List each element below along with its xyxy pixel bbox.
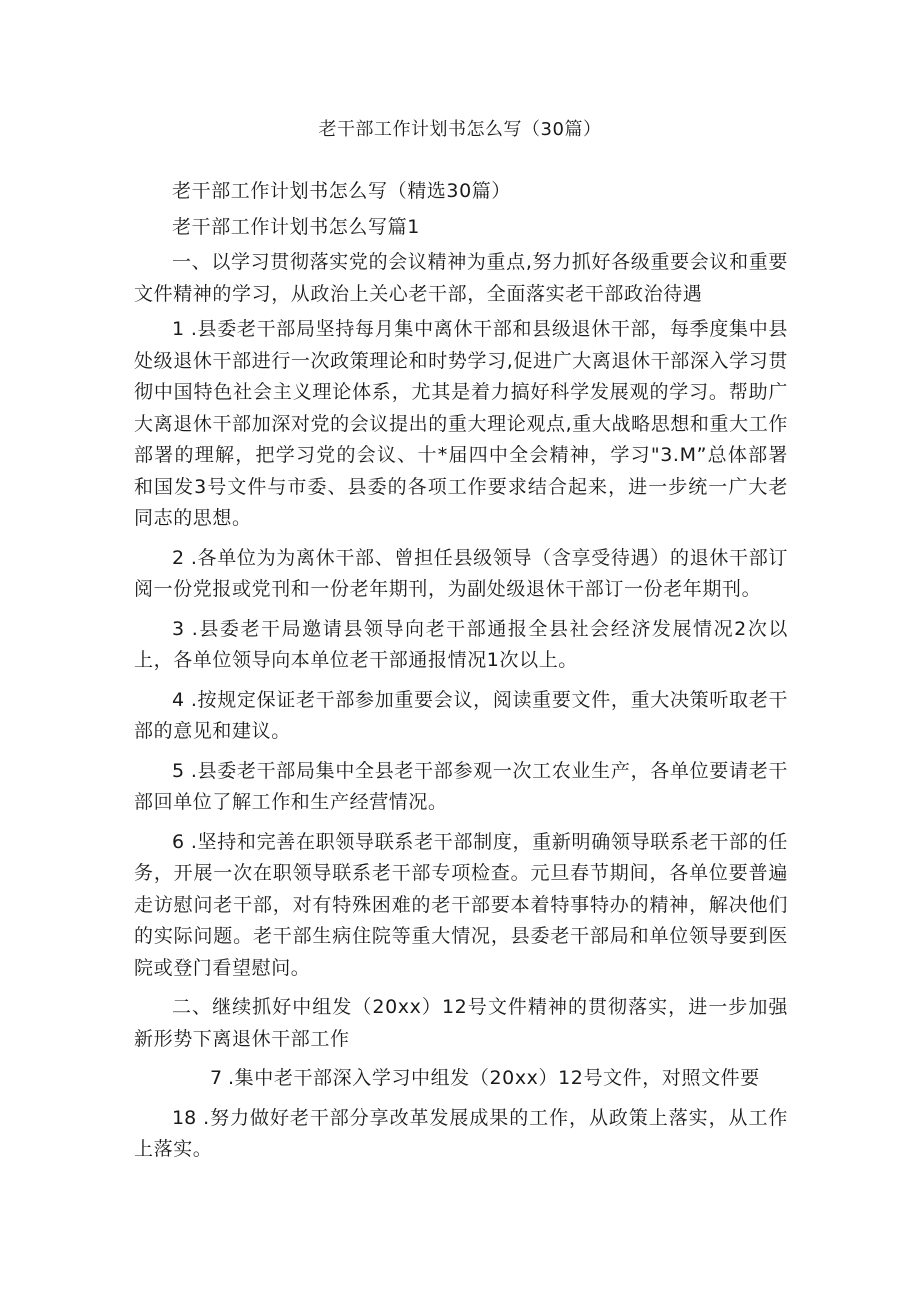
list-item <box>134 827 788 985</box>
list-item <box>134 685 788 748</box>
paragraph-text: 老干部工作计划书怎么写篇1 <box>172 215 420 238</box>
item-number: 3 <box>172 617 185 640</box>
list-item <box>134 1103 788 1166</box>
paragraph-text: .按规定保证老干部参加重要会议，阅读重要文件，重大决策听取老干部的意见和建议。 <box>134 688 788 742</box>
paragraph-text: .坚持和完善在职领导联系老干部制度，重新明确领导联系老干部的任务，开展一次在职领导联系老干部专项检查。元旦春节期间，各单位要普遍走访慰问老干部，对有特殊困难的老干部要本着特事特办的精神，解决他们的实际问题。老干部生病住院等重大情况，县委老干部局和单位领导要到医院或登门看望慰问。 <box>134 830 788 979</box>
section-heading <box>134 212 788 244</box>
list-item <box>134 614 788 677</box>
list-item <box>134 1063 788 1095</box>
list-item <box>134 756 788 819</box>
item-number: 5 <box>172 759 185 782</box>
heading-part-2 <box>134 992 788 1055</box>
item-number: 2 <box>172 546 185 569</box>
list-item <box>134 543 788 606</box>
item-number: 7 <box>210 1067 223 1089</box>
paragraph-text: .县委老干部局坚持每月集中离休干部和县级退休干部，每季度集中县处级退休干部进行一次政策理论和时势学习,促进广大离退休干部深入学习贯彻中国特色社会主义理论体系，尤其是着力搞好科学发展观的学习。帮助广大离退休干部加深对党的会议提出的重大理论观点,重大战略思想和重大工作部署的理解，把学习党的会议、十*届四中全会精神，学习"3.M”总体部署和国发3号文件与市委、县委的各项工作要求结合起来，进一步统一广大老同志的思想。 <box>134 318 788 529</box>
paragraph-text: .各单位为为离休干部、曾担任县级领导（含享受待遇）的退休干部订阅一份党报或党刊和一份老年期刊，为副处级退休干部订一份老年期刊。 <box>134 546 788 600</box>
paragraph-text: 一、以学习贯彻落实党的会议精神为重点,努力抓好各级重要会议和重要文件精神的学习，从政治上关心老干部，全面落实老干部政治待遇 <box>134 251 788 305</box>
document-body <box>134 176 788 1170</box>
paragraph-text: 二、继续抓好中组发（20xx）12号文件精神的贯彻落实，进一步加强新形势下离退休干部工作 <box>134 996 788 1050</box>
heading-part-1 <box>134 247 788 310</box>
paragraph-text: .县委老干部局集中全县老干部参观一次工农业生产，各单位要请老干部回单位了解工作和生产经营情况。 <box>134 759 788 813</box>
item-number: 1 <box>172 318 185 340</box>
document-title: 老干部工作计划书怎么写（30篇） <box>318 119 602 140</box>
paragraph-text: .努力做好老干部分享改革发展成果的工作，从政策上落实，从工作上落实。 <box>134 1106 789 1160</box>
paragraph-text: .县委老干局邀请县领导向老干部通报全县社会经济发展情况2次以上，各单位领导向本单位老干部通报情况1次以上。 <box>134 617 789 671</box>
item-number: 4 <box>172 688 185 711</box>
paragraph-text: 老干部工作计划书怎么写（精选30篇） <box>172 180 511 202</box>
subtitle-paragraph <box>134 176 788 208</box>
item-number: 6 <box>172 830 185 853</box>
item-number: 18 <box>172 1106 197 1129</box>
paragraph-text: .集中老干部深入学习中组发（20xx）12号文件，对照文件要 <box>228 1067 760 1089</box>
list-item <box>134 314 788 535</box>
